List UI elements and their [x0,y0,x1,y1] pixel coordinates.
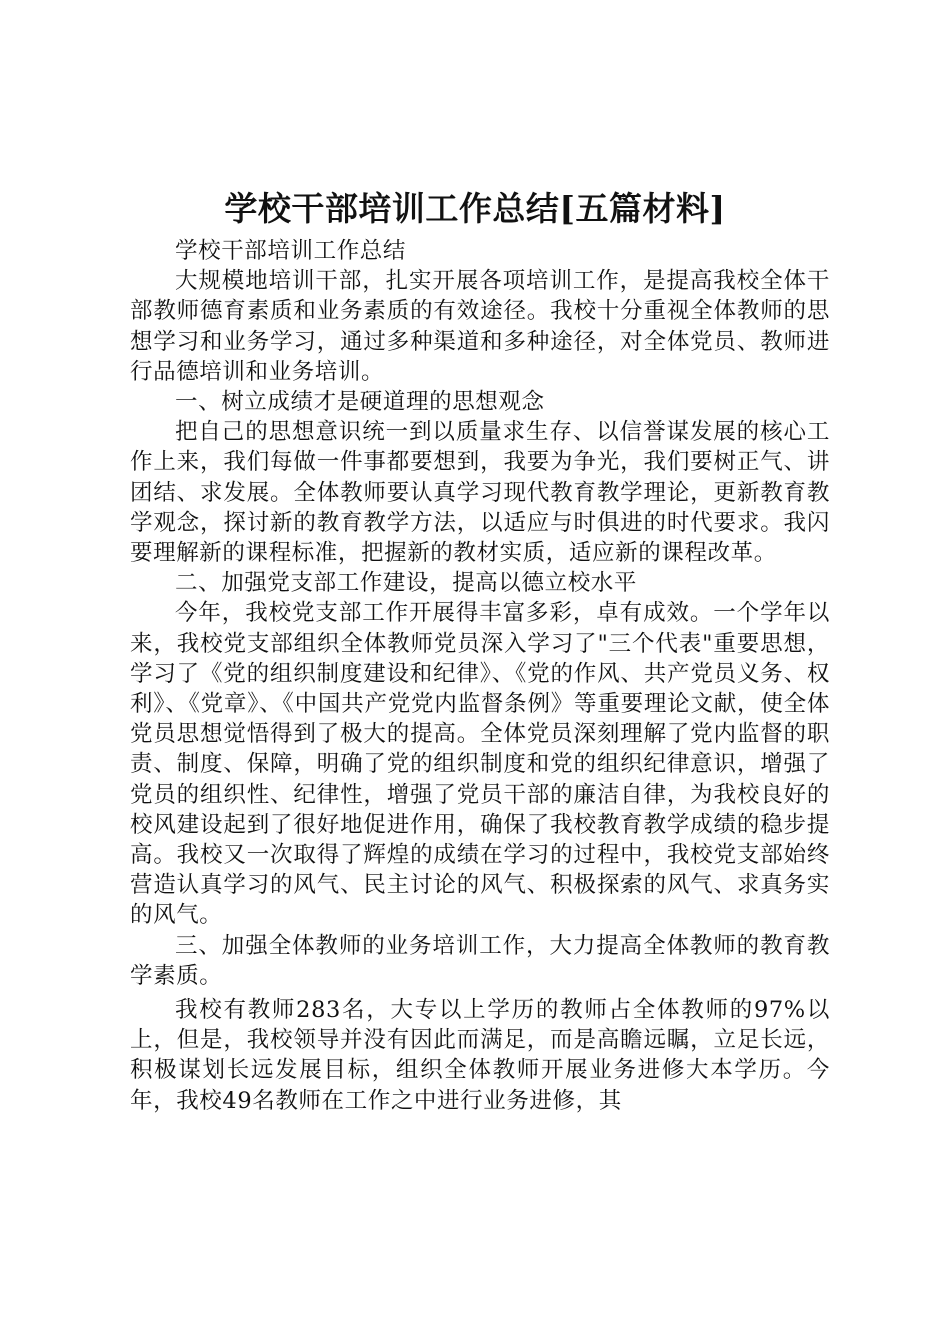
document-title: 学校干部培训工作总结[五篇材料] [224,189,726,228]
body-paragraph: 大规模地培训干部，扎实开展各项培训工作，是提高我校全体干部教师德育素质和业务素质的有效途径。我校十分重视全体教师的思想学习和业务学习，通过多种渠道和多种途径，对全体党员、教师进行品德培训和业务培训。 [130,268,830,385]
section-heading: 三、加强全体教师的业务培训工作，大力提高全体教师的教育教学素质。 [130,932,830,989]
body-paragraph: 今年，我校党支部工作开展得丰富多彩，卓有成效。一个学年以来，我校党支部组织全体教师党员深入学习了"三个代表"重要思想，学习了《党的组织制度建设和纪律》、《党的作风、共产党员义务、权利》、《党章》、《中国共产党党内监督条例》等重要理论文献，使全体党员思想觉悟得到了极大的提高。全体党员深刻理解了党内监督的职责、制度、保障，明确了党的组织制度和党的组织纪律意识，增强了党员的组织性、纪律性，增强了党员干部的廉洁自律，为我校良好的校风建设起到了很好地促进作用，确保了我校教育教学成绩的稳步提高。我校又一次取得了辉煌的成绩在学习的过程中，我校党支部始终营造认真学习的风气、民主讨论的风气、积极探索的风气、求真务实的风气。 [130,600,830,929]
section-heading: 学校干部培训工作总结 [175,238,407,264]
section-heading: 二、加强党支部工作建设，提高以德立校水平 [175,570,638,597]
body-paragraph: 我校有教师283名，大专以上学历的教师占全体教师的97%以上，但是，我校领导并没有因此而满足，而是高瞻远瞩，立足长远，积极谋划长远发展目标，组织全体教师开展业务进修大本学历。今年，我校49名教师在工作之中进行业务进修，其 [130,997,830,1114]
section-heading: 一、树立成绩才是硬道理的思想观念 [175,389,545,416]
document-body [130,236,830,1116]
body-paragraph: 把自己的思想意识统一到以质量求生存、以信誉谋发展的核心工作上来，我们每做一件事都要想到，我要为争光，我们要树正气、讲团结、求发展。全体教师要认真学习现代教育教学理论，更新教育教学观念，探讨新的教育教学方法，以适应与时俱进的时代要求。我闪要理解新的课程标准，把握新的教材实质，适应新的课程改革。 [130,419,830,567]
